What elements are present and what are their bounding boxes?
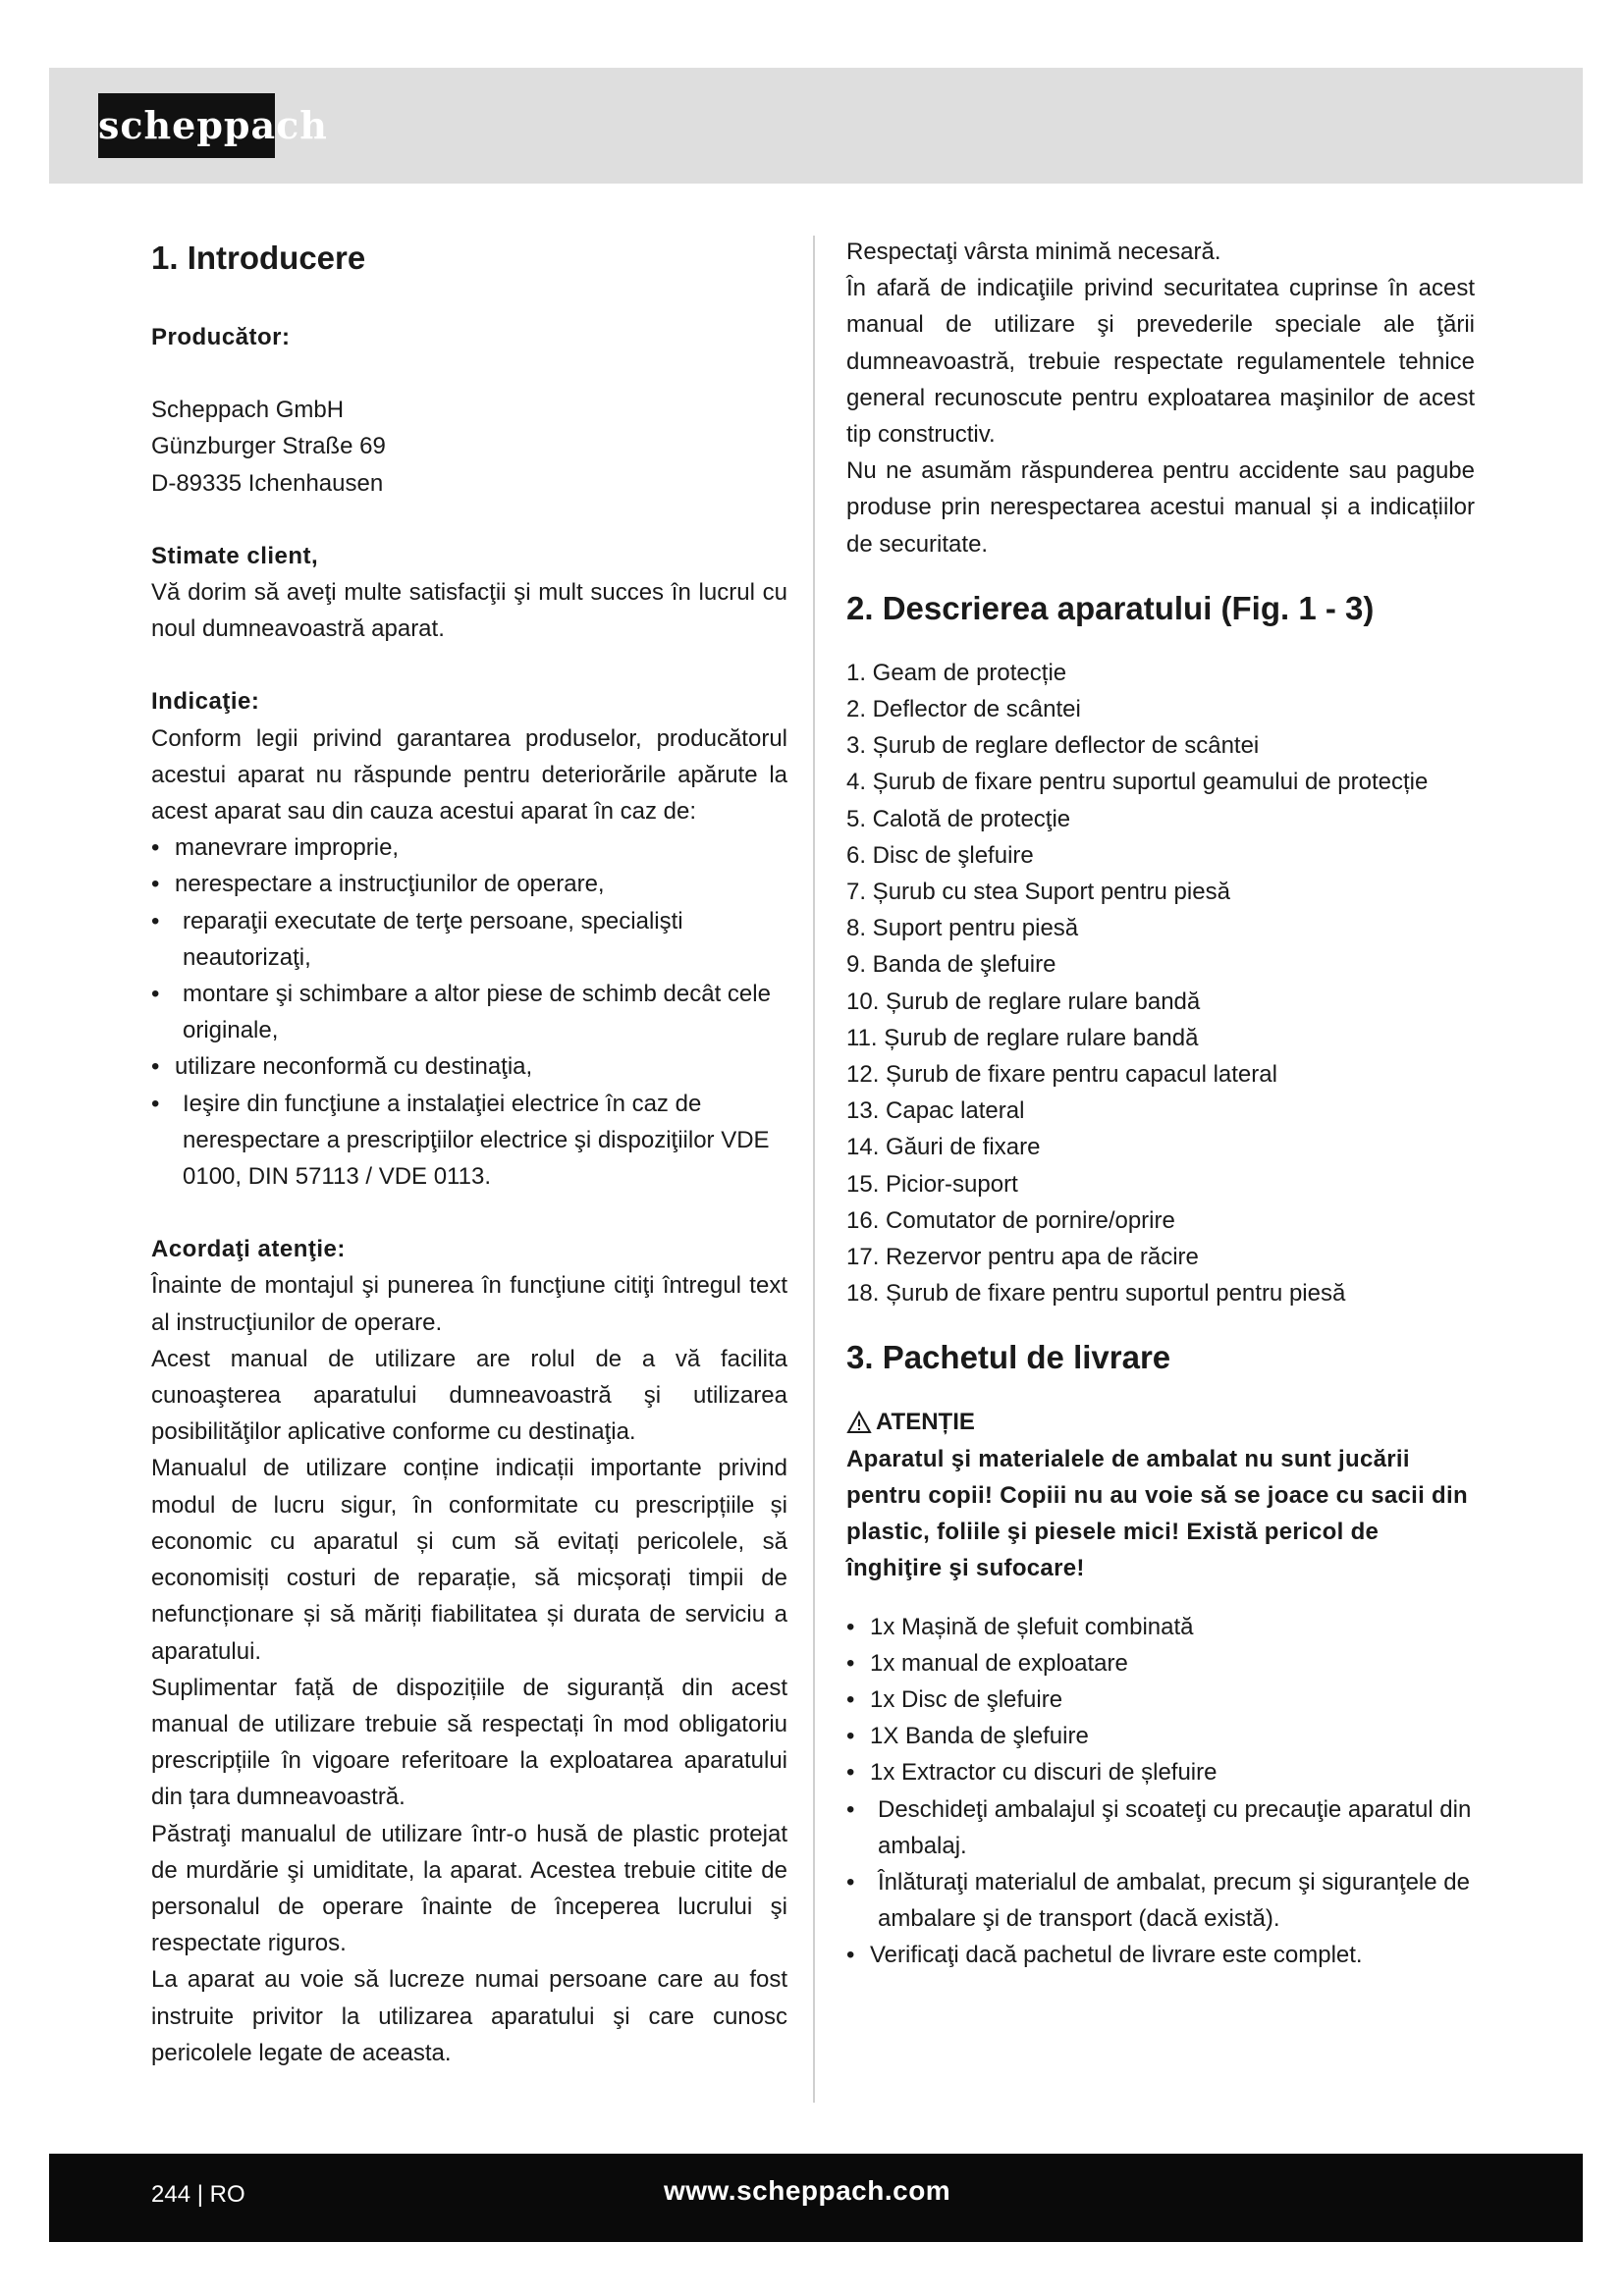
list-item: • utilizare neconformă cu destinaţia, <box>151 1048 787 1085</box>
address-line: Günzburger Straße 69 <box>151 433 386 460</box>
list-item: 6. Disc de şlefuire <box>846 841 1034 869</box>
warning-icon <box>846 1411 872 1434</box>
list-item: • 1x Extractor cu discuri de șlefuire <box>846 1754 1475 1790</box>
intro-paragraph: Nu ne asumăm răspunderea pentru accidente sau pagube produse prin nerespectarea acestui manual și a indicațiilor de securitate. <box>846 457 1475 558</box>
list-item: • Ieşire din funcţiune a instalaţiei electrice în caz de nerespectare a prescripţiilor electrice şi dispoziţiilor VDE 0100, DIN 57113 / VDE 0113. <box>151 1086 787 1196</box>
column-divider <box>813 236 815 2103</box>
right-column <box>846 234 1475 1974</box>
section-title-delivery: 3. Pachetul de livrare <box>846 1339 1171 1376</box>
producer-heading: Producător: <box>151 324 291 350</box>
attention-paragraph: Înainte de montajul şi punerea în funcţiune citiţi întregul text al instrucţiunilor de operare. <box>151 1272 787 1336</box>
address-line: Scheppach GmbH <box>151 397 345 424</box>
dear-client-text: Vă dorim să aveţi multe satisfacţii şi mult succes în lucrul cu noul dumneavoastră aparat. <box>151 579 787 643</box>
list-item: 10. Șurub de reglare rulare bandă <box>846 988 1201 1015</box>
list-item: 15. Picior-suport <box>846 1170 1018 1198</box>
dear-client-heading: Stimate client, <box>151 542 319 569</box>
list-item: 14. Găuri de fixare <box>846 1134 1041 1161</box>
section-title-description: 2. Descrierea aparatului (Fig. 1 - 3) <box>846 589 1375 626</box>
intro-paragraph: În afară de indicaţiile privind securitatea cuprinse în acest manual de utilizare şi prevederile speciale ale ţării dumneavoastră, trebuie respectate regulamentele tehnice general recunoscute pentru exploatarea maşinilor de acest tip constructiv. <box>846 275 1475 449</box>
list-item: 12. Șurub de fixare pentru capacul lateral <box>846 1061 1277 1089</box>
website-link[interactable]: www.scheppach.com <box>664 2175 951 2206</box>
warning-title <box>846 1404 1475 1440</box>
list-item: 9. Banda de şlefuire <box>846 951 1056 979</box>
list-item: • nerespectare a instrucţiunilor de operare, <box>151 866 787 902</box>
list-item: • manevrare improprie, <box>151 829 787 866</box>
list-item: 1. Geam de protecție <box>846 659 1067 686</box>
list-item: 13. Capac lateral <box>846 1097 1025 1125</box>
page-number: 244 | RO <box>151 2181 245 2208</box>
list-item: 16. Comutator de pornire/oprire <box>846 1206 1175 1234</box>
list-item: 18. Șurub de fixare pentru suportul pentru piesă <box>846 1280 1346 1308</box>
list-item: • montare şi schimbare a altor piese de schimb decât cele originale, <box>151 976 787 1048</box>
footer-band <box>49 2154 1583 2242</box>
list-item: • 1x manual de exploatare <box>846 1645 1475 1682</box>
list-item: 7. Șurub cu stea Suport pentru piesă <box>846 879 1230 906</box>
attention-paragraph: La aparat au voie să lucreze numai persoane care au fost instruite privitor la utilizarea aparatului şi care cunosc pericolele legate de aceasta. <box>151 1966 787 2066</box>
attention-heading: Acordaţi atenţie: <box>151 1236 346 1263</box>
note-heading: Indicaţie: <box>151 688 260 716</box>
list-item: • reparaţii executate de terţe persoane, specialişti neautorizaţi, <box>151 903 787 976</box>
list-item: 3. Șurub de reglare deflector de scântei <box>846 732 1260 760</box>
note-list <box>151 829 787 1195</box>
list-item: • 1X Banda de şlefuire <box>846 1718 1475 1754</box>
brand-logo: scheppach <box>98 93 275 158</box>
list-item: 2. Deflector de scântei <box>846 696 1081 723</box>
attention-paragraph: Acest manual de utilizare are rolul de a vă facilita cunoaşterea aparatului dumneavoastră şi utilizarea posibilităţilor aplicative conforme cu destinaţia. <box>151 1345 787 1446</box>
list-item: • Înlăturaţi materialul de ambalat, precum şi siguranţele de ambalare şi de transport (dacă există). <box>846 1864 1475 1937</box>
list-item: • Deschideţi ambalajul şi scoateţi cu precauţie aparatul din ambalaj. <box>846 1791 1475 1864</box>
warning-label: ATENȚIE <box>876 1409 975 1436</box>
parts-list <box>846 655 1475 1312</box>
note-text: Conform legii privind garantarea produselor, producătorul acestui aparat nu răspunde pentru deteriorările apărute la acest aparat sau din cauza acestui aparat în caz de: <box>151 724 787 826</box>
attention-paragraph: Păstraţi manualul de utilizare într-o husă de plastic protejat de murdărie şi umiditate, la aparat. Acestea trebuie citite de personalul de operare înainte de începerea lucrului şi respectate riguros. <box>151 1820 787 1957</box>
list-item: 8. Suport pentru piesă <box>846 915 1079 942</box>
list-item: • 1x Disc de şlefuire <box>846 1682 1475 1718</box>
list-item: 11. Șurub de reglare rulare bandă <box>846 1024 1199 1051</box>
attention-paragraph: Suplimentar față de dispozițiile de siguranță din acest manual de utilizare trebuie să respectați în mod obligatoriu prescripțiile în vigoare referitoare la exploatarea aparatului din țara dumneavoastră. <box>151 1674 787 1811</box>
intro-paragraph: Respectaţi vârsta minimă necesară. <box>846 239 1221 265</box>
section-title-introduction: 1. Introducere <box>151 240 366 276</box>
warning-text: Aparatul şi materialele de ambalat nu sunt jucării pentru copii! Copiii nu au voie să se joace cu sacii din plastic, foliile şi piesele mici! Există pericol de înghiţire şi sufocare! <box>846 1445 1468 1582</box>
list-item: 17. Rezervor pentru apa de răcire <box>846 1244 1199 1271</box>
left-column <box>151 234 787 2071</box>
delivery-list <box>846 1609 1475 1974</box>
list-item: 4. Șurub de fixare pentru suportul geamului de protecție <box>846 769 1429 796</box>
address-line: D-89335 Ichenhausen <box>151 469 384 497</box>
list-item: 5. Calotă de protecţie <box>846 805 1071 832</box>
list-item: • Verificaţi dacă pachetul de livrare este complet. <box>846 1937 1475 1973</box>
attention-paragraph: Manualul de utilizare conține indicații importante privind modul de lucru sigur, în conformitate cu prescripțiile și economic cu aparatul și cum să evitați pericolele, să economisiți costuri de reparație, să micșorați timpii de nefuncționare și să măriți fiabilitatea și durata de serviciu a aparatului. <box>151 1455 787 1665</box>
list-item: • 1x Mașină de șlefuit combinată <box>846 1609 1475 1645</box>
